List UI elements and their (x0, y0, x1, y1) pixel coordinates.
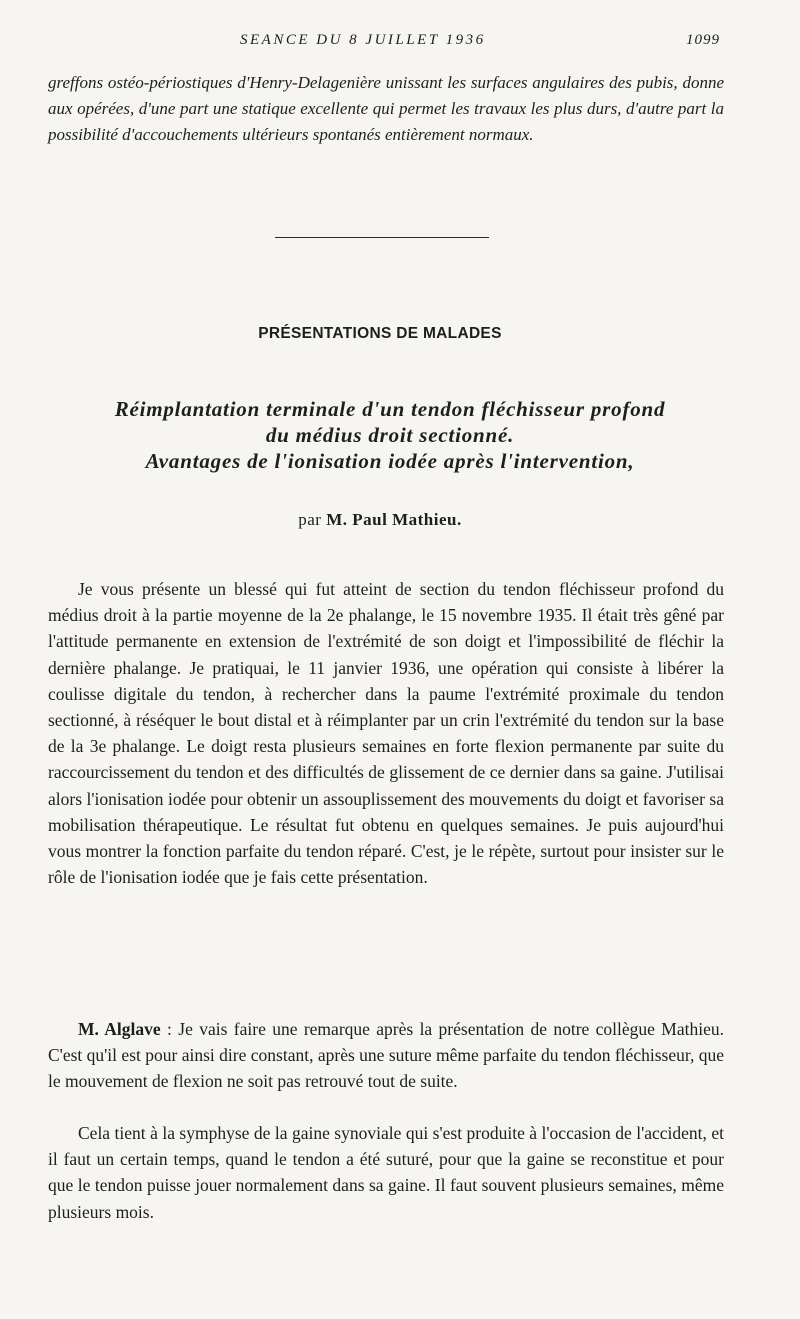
article-title-line: Réimplantation terminale d'un tendon fléchisseur profond (114, 397, 666, 421)
article-title-line: du médius droit sectionné. (265, 423, 515, 447)
running-head: SEANCE DU 8 JUILLET 1936 (240, 32, 486, 48)
continuation-paragraph: greffons ostéo-périostiques d'Henry-Delagenière unissant les surfaces angulaires des pubis, donne aux opérées, d'une part une statique excellente qui permet les travaux les plus durs, d'autre part la possibilité d'accouchements ultérieurs spontanés entièrement normaux. (48, 73, 724, 144)
section-heading: PRÉSENTATIONS DE MALADES (258, 325, 502, 342)
discussion-text: : Je vais faire une remarque après la présentation de notre collègue Mathieu. C'est qu'il est pour ainsi dire constant, après une suture même parfaite du tendon fléchisseur, que le mouvement de flexion ne soit pas retrouvé tout de suite. (48, 1019, 725, 1092)
speaker-name: M. Alglave (78, 1019, 161, 1039)
byline-author: M. Paul Mathieu. (326, 510, 462, 529)
page-number: 1099 (686, 32, 720, 48)
section-divider (275, 237, 489, 238)
discussion-paragraph (48, 1016, 724, 1095)
byline-prefix: par (298, 510, 322, 529)
body-paragraph: Je vous présente un blessé qui fut atteint de section du tendon fléchisseur profond du médius droit à la partie moyenne de la 2e phalange, le 15 novembre 1935. Il était très gêné par l'attitude permanente en extension de l'extrémité de son doigt et l'impossibilité de fléchir la dernière phalange. Je pratiquai, le 11 janvier 1936, une opération qui consiste à libérer la coulisse digitale du tendon, à rechercher dans la paume l'extrémité proximale du tendon sectionné, à réséquer le bout distal et à réimplanter par un crin l'extrémité du tendon sur la base de la 3e phalange. Le doigt resta plusieurs semaines en forte flexion permanente par suite du raccourcissement du tendon et des difficultés de glissement de ce dernier dans sa gaine. J'utilisai alors l'ionisation iodée pour obtenir un assouplissement des mouvements du doigt et favoriser sa mobilisation thérapeutique. Le résultat fut obtenu en quelques semaines. Je puis aujourd'hui vous montrer la fonction parfaite du tendon réparé. C'est, je le répète, surtout pour insister sur le rôle de l'ionisation iodée que je fais cette présentation. (48, 579, 724, 888)
article-title-line: Avantages de l'ionisation iodée après l'intervention, (145, 449, 635, 473)
body-paragraph: Cela tient à la symphyse de la gaine synoviale qui s'est produite à l'occasion de l'accident, et il faut un certain temps, quand le tendon a été suturé, pour que la gaine se reconstitue et pour que le tendon puisse jouer normalement dans sa gaine. Il faut souvent plusieurs semaines, même plusieurs mois. (48, 1123, 724, 1222)
article-title (20, 396, 760, 474)
byline (0, 510, 760, 530)
